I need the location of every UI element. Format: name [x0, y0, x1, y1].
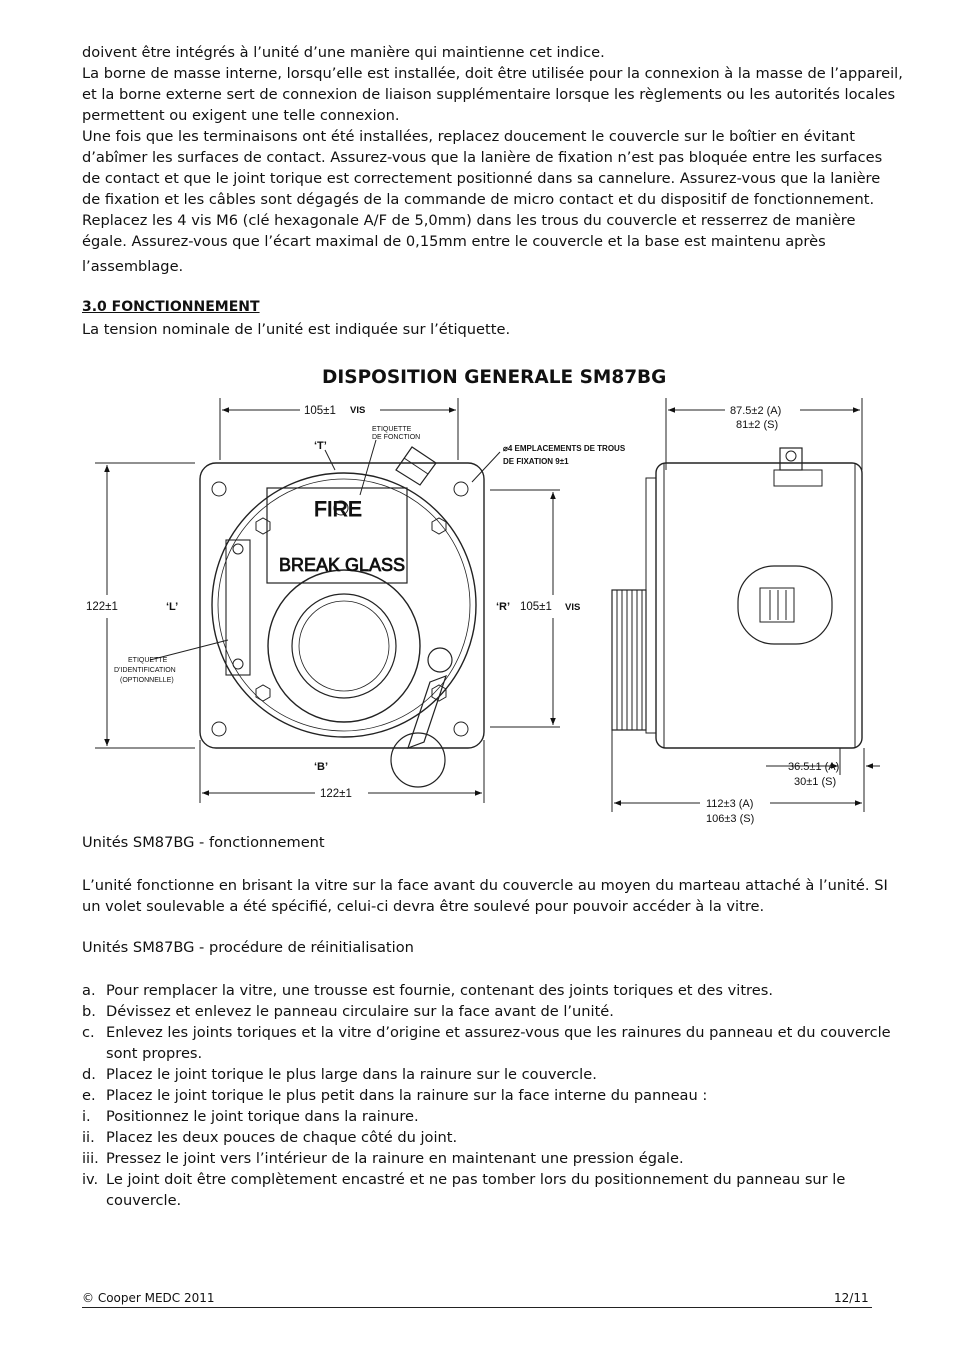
list-item — [82, 1148, 892, 1169]
text-line: L’unité fonctionne en brisant la vitre sur la face avant du couvercle au moyen du marteau attaché à l’unité. SI — [82, 877, 888, 894]
list-marker: iii. — [82, 1150, 99, 1167]
side-bottom-s: 106±3 (S) — [706, 813, 755, 825]
list-item-text: Pour remplacer la vitre, une trousse est fournie, contenant des joints toriques et des vitres. — [106, 982, 773, 999]
dim-bottom: 122±1 — [320, 788, 352, 800]
vis-label: VIS — [350, 405, 366, 416]
list-item-continuation: couvercle. — [106, 1192, 182, 1209]
text-line: de fixation et les câbles sont dégagés de la commande de micro contact et du dispositif de fonctionnement. — [82, 191, 875, 208]
section-heading: 3.0 FONCTIONNEMENT — [82, 299, 260, 315]
list-item — [82, 980, 892, 1001]
text-line: de contact et que le joint torique est correctement positionné dans sa cannelure. Assurez-vous que la lanière — [82, 170, 881, 187]
list-item-text: Le joint doit être complètement encastré et ne pas tomber lors du positionnement du panneau sur le — [106, 1171, 846, 1188]
text-line: Une fois que les terminaisons ont été installées, replacez doucement le couvercle sur le boîtier en évitant — [82, 128, 855, 145]
dim-top: 105±1 — [304, 405, 336, 417]
list-marker: i. — [82, 1108, 91, 1125]
label-l: ‘L’ — [166, 601, 179, 613]
list-item-text: Placez les deux pouces de chaque côté du joint. — [106, 1129, 458, 1146]
dim-left: 122±1 — [86, 601, 118, 613]
list-marker: iv. — [82, 1171, 99, 1188]
footer-copyright: © Cooper MEDC 2011 — [82, 1291, 215, 1305]
list-item-text: Positionnez le joint torique dans la rainure. — [106, 1108, 419, 1125]
text-line: La borne de masse interne, lorsqu’elle est installée, doit être utilisée pour la connexion à la masse de l’appareil, — [82, 65, 903, 82]
operation-paragraph — [82, 875, 892, 917]
text-line: et la borne externe sert de connexion de liaison supplémentaire lorsque les règlements ou les autorités locales — [82, 86, 896, 103]
list-item-text: Pressez le joint vers l’intérieur de la rainure en maintenant une pression égale. — [106, 1150, 684, 1167]
etiq-id-1: ETIQUETTE — [128, 657, 168, 664]
caption-operation: Unités SM87BG - fonctionnement — [82, 834, 325, 851]
list-item-text: Dévissez et enlevez le panneau circulaire sur la face avant de l’unité. — [106, 1003, 614, 1020]
label-t: ‘T’ — [314, 440, 327, 452]
label-r: ‘R’ — [496, 601, 511, 613]
etiq-id-2: D’IDENTIFICATION — [114, 667, 176, 674]
list-item — [82, 1022, 892, 1064]
side-top-a: 87.5±2 (A) — [730, 405, 782, 417]
list-marker: e. — [82, 1087, 96, 1104]
text-line: égale. Assurez-vous que l’écart maximal de 0,15mm entre le couvercle et la base est maintenu après — [82, 233, 826, 250]
side-small-a: 36.5±1 (A) — [788, 761, 840, 773]
etiquette-fonction-1: ETIQUETTE — [372, 426, 412, 433]
label-b: ‘B’ — [314, 761, 329, 773]
list-marker: a. — [82, 982, 96, 999]
list-item — [82, 1106, 892, 1127]
section-text: La tension nominale de l’unité est indiquée sur l’étiquette. — [82, 321, 511, 338]
list-marker: c. — [82, 1024, 95, 1041]
etiq-id-3: (OPTIONNELLE) — [120, 677, 174, 684]
holes-label-2: DE FIXATION 9±1 — [503, 457, 569, 466]
text-line: l’assemblage. — [82, 258, 184, 275]
text-line: d’abîmer les surfaces de contact. Assurez-vous que la lanière de fixation n’est pas bloquée entre les surfaces — [82, 149, 883, 166]
list-item-text: Placez le joint torique le plus large dans la rainure sur le couvercle. — [106, 1066, 597, 1083]
vis-right-label: VIS — [565, 602, 581, 613]
list-item — [82, 1169, 892, 1211]
footer-page-number: 12/11 — [834, 1291, 869, 1305]
list-marker: b. — [82, 1003, 96, 1020]
list-item — [82, 1001, 892, 1022]
text-line: doivent être intégrés à l’unité d’une manière qui maintienne cet indice. — [82, 44, 605, 61]
list-item — [82, 1127, 892, 1148]
break-glass-text: BREAK GLASS — [279, 555, 406, 575]
side-small-s: 30±1 (S) — [794, 776, 837, 788]
etiquette-fonction-2: DE FONCTION — [372, 434, 421, 441]
drawing-title: DISPOSITION GENERALE SM87BG — [322, 367, 667, 388]
dim-right: 105±1 — [520, 601, 552, 613]
list-item-text: Placez le joint torique le plus petit dans la rainure sur la face interne du panneau : — [106, 1087, 708, 1104]
list-item — [82, 1085, 892, 1106]
caption-reset: Unités SM87BG - procédure de réinitialisation — [82, 939, 414, 956]
text-line: Replacez les 4 vis M6 (clé hexagonale A/F de 5,0mm) dans les trous du couvercle et resserrez de manière — [82, 212, 856, 229]
text-line: un volet soulevable a été spécifié, celui-ci devra être soulevé pour pouvoir accéder à la vitre. — [82, 898, 765, 915]
list-item-text: Enlevez les joints toriques et la vitre d’origine et assurez-vous que les rainures du panneau et du couvercle — [106, 1024, 891, 1041]
list-marker: d. — [82, 1066, 96, 1083]
footer-divider — [82, 1307, 872, 1308]
fire-text: FIRE — [314, 498, 362, 521]
side-bottom-a: 112±3 (A) — [706, 798, 754, 810]
list-item-continuation: sont propres. — [106, 1045, 203, 1062]
reset-steps-list — [82, 980, 892, 1211]
holes-label-1: ⌀4 EMPLACEMENTS DE TROUS — [503, 444, 626, 453]
text-line: permettent ou exigent une telle connexion. — [82, 107, 400, 124]
list-marker: ii. — [82, 1129, 95, 1146]
list-item — [82, 1064, 892, 1085]
side-top-s: 81±2 (S) — [736, 419, 779, 431]
